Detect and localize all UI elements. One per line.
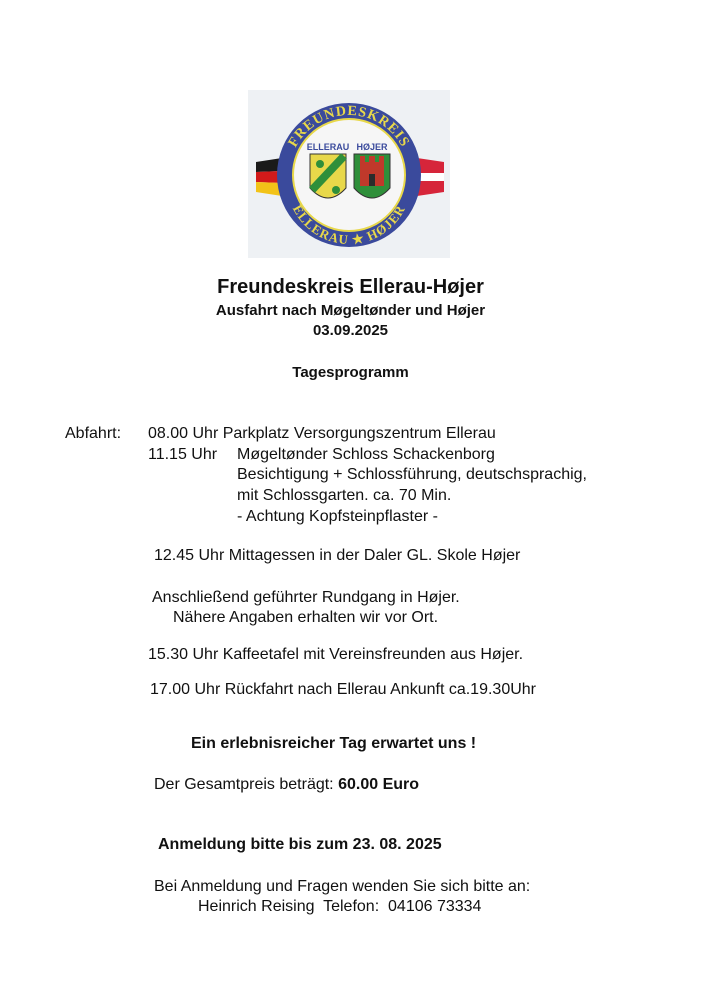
- castle-detail-2: mit Schlossgarten. ca. 70 Min.: [237, 487, 452, 504]
- event-date: 03.09.2025: [312, 322, 389, 339]
- castle-time: 11.15 Uhr: [148, 446, 218, 463]
- contact-person: Heinrich Reising Telefon: 04106 73334: [198, 898, 482, 915]
- lunch-line: 12.45 Uhr Mittagessen in der Daler GL. Skole Højer: [154, 547, 521, 564]
- hojer-crest-icon: [354, 154, 390, 198]
- coffee-line: 15.30 Uhr Kaffeetafel mit Vereinsfreunden aus Højer.: [148, 646, 524, 663]
- price-label: Der Gesamtpreis beträgt:: [154, 776, 334, 793]
- slogan: Ein erlebnisreicher Tag erwartet uns !: [191, 735, 477, 752]
- price-line: [154, 776, 419, 794]
- logo-left-label: ELLERAU: [306, 142, 350, 152]
- ellerau-crest-icon: [310, 154, 346, 198]
- logo-ring-bottom-text: ELLERAU ★ HØJER: [289, 202, 409, 248]
- castle-place: Møgeltønder Schloss Schackenborg: [237, 446, 495, 463]
- page-subtitle: Ausfahrt nach Møgeltønder und Højer: [215, 302, 486, 319]
- departure-label: Abfahrt:: [65, 425, 122, 442]
- program-heading: Tagesprogramm: [292, 364, 409, 381]
- return-line: 17.00 Uhr Rückfahrt nach Ellerau Ankunft ca.19.30Uhr: [150, 681, 536, 698]
- logo-ring-top-text: FREUNDESKREIS: [285, 103, 413, 150]
- club-emblem: [248, 90, 450, 258]
- departure-line: 08.00 Uhr Parkplatz Versorgungszentrum Ellerau: [148, 425, 496, 442]
- castle-detail-3: - Achtung Kopfsteinpflaster -: [237, 508, 438, 525]
- tour-line-2: Nähere Angaben erhalten wir vor Ort.: [173, 609, 439, 626]
- price-currency: Euro: [382, 776, 420, 793]
- logo-right-label: HØJER: [356, 142, 388, 152]
- registration-deadline: Anmeldung bitte bis zum 23. 08. 2025: [158, 836, 442, 853]
- castle-detail-1: Besichtigung + Schlossführung, deutschsprachig,: [237, 466, 587, 483]
- price-value: 60.00: [338, 776, 379, 793]
- contact-intro: Bei Anmeldung und Fragen wenden Sie sich bitte an:: [154, 878, 531, 895]
- club-logo: [248, 90, 450, 258]
- page-title: Freundeskreis Ellerau-Højer: [217, 276, 484, 298]
- tour-line-1: Anschließend geführter Rundgang in Højer.: [152, 589, 460, 606]
